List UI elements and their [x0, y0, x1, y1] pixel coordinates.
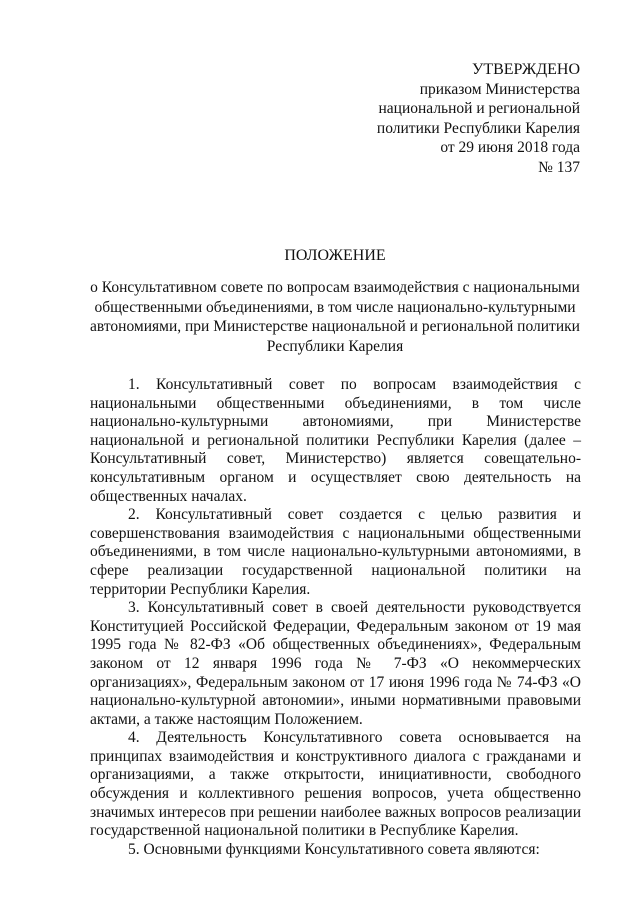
title-block: [90, 246, 580, 356]
approval-line: политики Республики Карелия: [376, 119, 580, 137]
approval-stamp: [320, 60, 580, 177]
paragraph-1: 1. Консультативный совет по вопросам взаимодействия с национальными общественными объединениями, в том числе национально-культурными автономиями, при Министерстве национальной и региональной политики Республики Карелия (далее – Консультативный совет, Министерство) является совещательно-консультативным органом и осуществляет свою деятельность на общественных началах.: [90, 376, 581, 505]
document-title: ПОЛОЖЕНИЕ: [284, 247, 386, 264]
approval-line: приказом Министерства: [419, 80, 580, 98]
approval-heading: УТВЕРЖДЕНО: [471, 61, 580, 78]
approval-date: от 29 июня 2018 года: [440, 139, 580, 156]
paragraph-4: 4. Деятельность Консультативного совета основывается на принципах взаимодействия и конструктивного диалога с гражданами и организациями, а также открытости, инициативности, свободного обсуждения и коллективного решения вопросов, учета общественно значимых интересов при решении наиболее важных вопросов реализации государственной национальной политики в Республике Карелия.: [90, 729, 581, 840]
approval-line: национальной и региональной: [378, 100, 580, 117]
document-subtitle: о Консультативном совете по вопросам взаимодействия с национальными общественными объединениями, в том числе национально-культурными автономиями, при Министерстве национальной и региональной политики Республики Карелия: [90, 279, 580, 355]
document-body: [90, 376, 581, 859]
approval-number: № 137: [538, 158, 580, 176]
paragraph-2: 2. Консультативный совет создается с целью развития и совершенствования взаимодействия с национальными общественными объединениями, в том числе национально-культурными автономиями, в сфере реализации государственной национальной политики на территории Республики Карелия.: [90, 506, 581, 598]
paragraph-5: 5. Основными функциями Консультативного совета являются:: [128, 840, 540, 858]
paragraph-3: 3. Консультативный совет в своей деятельности руководствуется Конституцией Российской Федерации, Федеральным законом от 19 мая 1995 года № 82-ФЗ «Об общественных объединениях», Федеральным законом от 12 января 1996 года № 7-ФЗ «О некоммерческих организациях», Федеральным законом от 17 июня 1996 года № 74-ФЗ «О национально-культурной автономии», иными нормативными правовыми актами, а также настоящим Положением.: [90, 599, 581, 728]
